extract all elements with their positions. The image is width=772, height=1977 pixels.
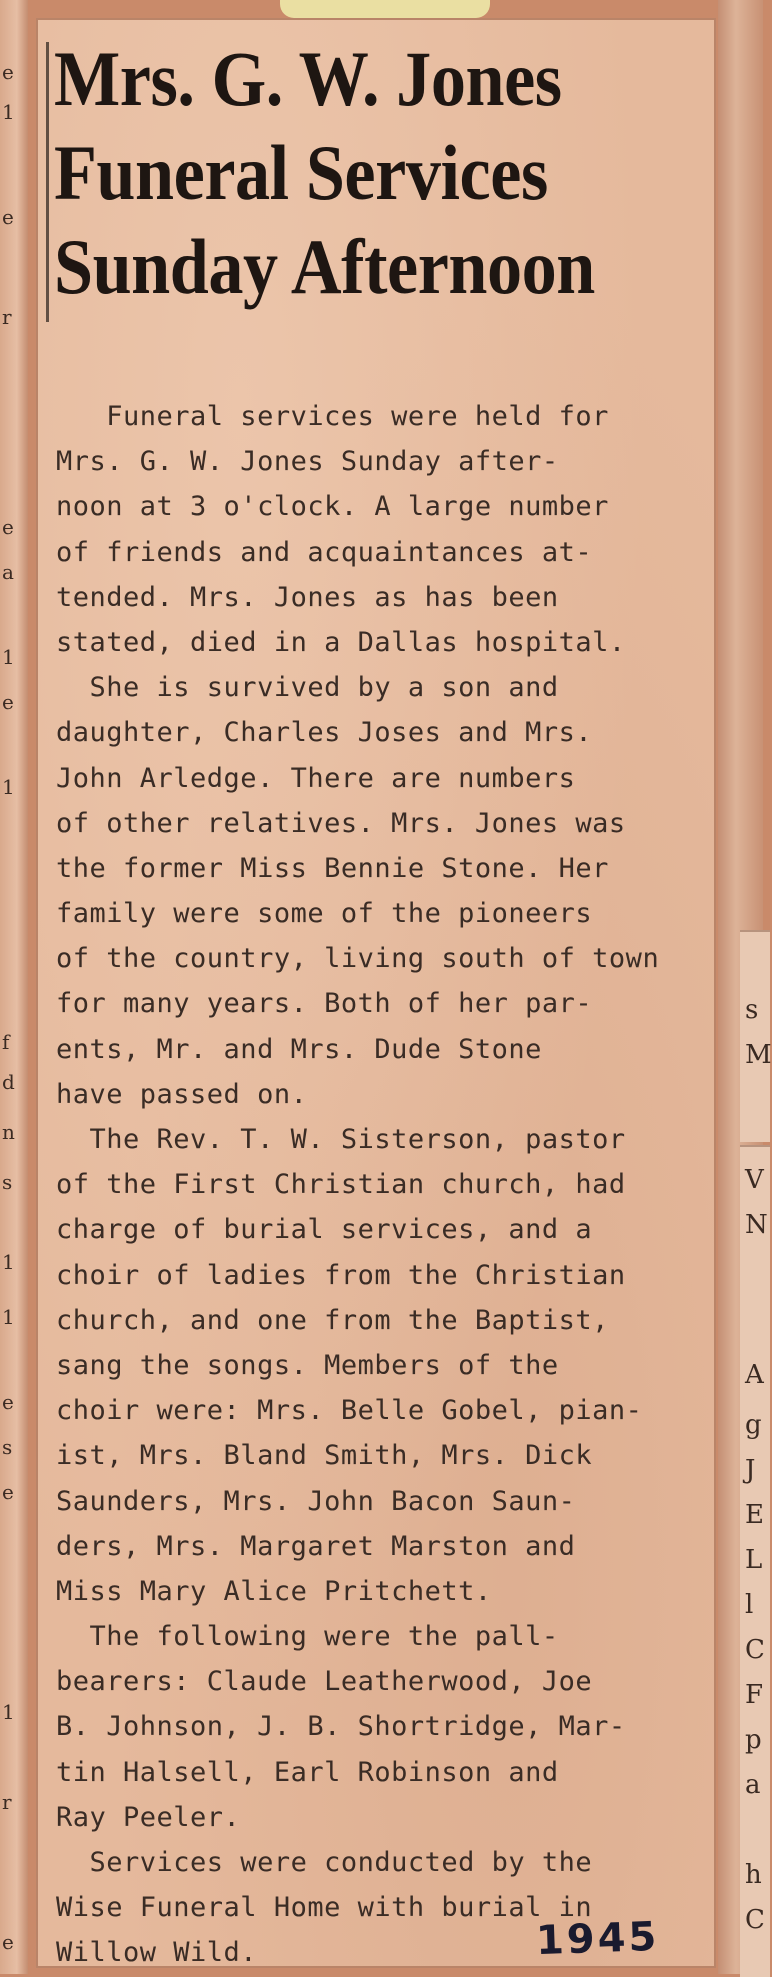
fragment-right: g <box>745 1410 762 1440</box>
article-line: choir were: Mrs. Belle Gobel, pian- <box>56 1395 643 1427</box>
tape-strip <box>280 0 490 18</box>
article-line: John Arledge. There are numbers <box>56 762 576 794</box>
article-line: Wise Funeral Home with burial in <box>56 1892 593 1924</box>
article-line: the former Miss Bennie Stone. Her <box>56 852 609 884</box>
article-line: of the First Christian church, had <box>56 1169 626 1201</box>
headline-line: Mrs. G. W. Jones <box>54 35 562 122</box>
fragment-right: M <box>745 1040 772 1070</box>
column-rule <box>46 42 49 322</box>
article-line: charge of burial services, and a <box>56 1214 593 1246</box>
fragment-left: 1 <box>2 1250 15 1274</box>
article-line: have passed on. <box>56 1078 308 1110</box>
fragment-right: l <box>745 1590 754 1620</box>
article-line: B. Johnson, J. B. Shortridge, Mar- <box>56 1711 626 1743</box>
fragment-left: n <box>2 1120 15 1144</box>
article-line: Ray Peeler. <box>56 1801 241 1833</box>
article-line: ents, Mr. and Mrs. Dude Stone <box>56 1033 542 1065</box>
article-line: of friends and acquaintances at- <box>56 536 593 568</box>
article-line: Willow Wild. <box>56 1937 258 1969</box>
article-line: for many years. Both of her par- <box>56 988 593 1020</box>
fragment-right: E <box>745 1500 764 1530</box>
fragment-right: L <box>745 1545 763 1575</box>
article-line: ist, Mrs. Bland Smith, Mrs. Dick <box>56 1440 593 1472</box>
adjacent-clipping-right <box>718 0 772 1974</box>
article-line: of the country, living south of town <box>56 943 660 975</box>
fragment-left: f <box>2 1030 10 1054</box>
fragment-left: s <box>2 1435 13 1459</box>
fragment-right: a <box>745 1770 761 1800</box>
fragment-right: C <box>745 1635 765 1665</box>
article-line: daughter, Charles Joses and Mrs. <box>56 717 593 749</box>
fragment-right: V <box>745 1165 764 1195</box>
article-line: sang the songs. Members of the <box>56 1349 559 1381</box>
fragment-left: 1 <box>2 1700 15 1724</box>
fragment-right: F <box>745 1680 764 1710</box>
fragment-left: e <box>2 690 14 714</box>
article-line: noon at 3 o'clock. A large number <box>56 491 609 523</box>
headline-line: Sunday Afternoon <box>54 223 595 310</box>
fragment-right: A <box>745 1360 764 1390</box>
fragment-left: e <box>2 515 14 539</box>
article-line: family were some of the pioneers <box>56 898 593 930</box>
article-line: ders, Mrs. Margaret Marston and <box>56 1530 576 1562</box>
article-line: The following were the pall- <box>56 1621 559 1653</box>
fragment-left: e <box>2 60 14 84</box>
fragment-left: e <box>2 1480 14 1504</box>
fragment-left: a <box>2 560 14 584</box>
fragment-left: d <box>2 1070 15 1094</box>
fragment-right: p <box>745 1725 762 1755</box>
article-line: She is survived by a son and <box>56 672 559 704</box>
fragment-left: e <box>2 1390 14 1414</box>
article-line: choir of ladies from the Christian <box>56 1259 626 1291</box>
handwritten-year: 1945 <box>535 1913 661 1965</box>
article-line: stated, died in a Dallas hospital. <box>56 626 626 658</box>
fragment-left: 1 <box>2 775 15 799</box>
fragment-left: e <box>2 1930 14 1954</box>
article-line: church, and one from the Baptist, <box>56 1304 609 1336</box>
headline-line: Funeral Services <box>54 129 548 216</box>
adjacent-clipping-left <box>0 0 28 1974</box>
fragment-left: r <box>2 305 12 329</box>
article-line: Miss Mary Alice Pritchett. <box>56 1575 492 1607</box>
fragment-right: s <box>745 995 759 1025</box>
article-line: The Rev. T. W. Sisterson, pastor <box>56 1124 626 1155</box>
headline <box>54 32 639 314</box>
fragment-right: J <box>745 1455 756 1485</box>
adjacent-panel <box>740 930 770 1142</box>
fragment-right: C <box>745 1905 765 1935</box>
fragment-right: h <box>745 1860 762 1890</box>
article-line: tin Halsell, Earl Robinson and <box>56 1756 559 1788</box>
fragment-left: 1 <box>2 1305 15 1329</box>
article-line: Funeral services were held for <box>56 401 609 432</box>
fragment-left: r <box>2 1790 12 1814</box>
article-line: tended. Mrs. Jones as has been <box>56 581 559 613</box>
article-line: bearers: Claude Leatherwood, Joe <box>56 1666 593 1698</box>
fragment-left: 1 <box>2 645 15 669</box>
article-line: Saunders, Mrs. John Bacon Saun- <box>56 1485 576 1517</box>
fragment-left: e <box>2 205 14 229</box>
fragment-right: N <box>745 1210 768 1240</box>
article-line: Services were conducted by the <box>56 1847 593 1878</box>
article-line: Mrs. G. W. Jones Sunday after- <box>56 446 559 478</box>
fragment-left: s <box>2 1170 13 1194</box>
article-body <box>56 394 716 1976</box>
article-line: of other relatives. Mrs. Jones was <box>56 807 626 839</box>
newspaper-clipping <box>36 18 716 1968</box>
fragment-left: 1 <box>2 100 15 124</box>
